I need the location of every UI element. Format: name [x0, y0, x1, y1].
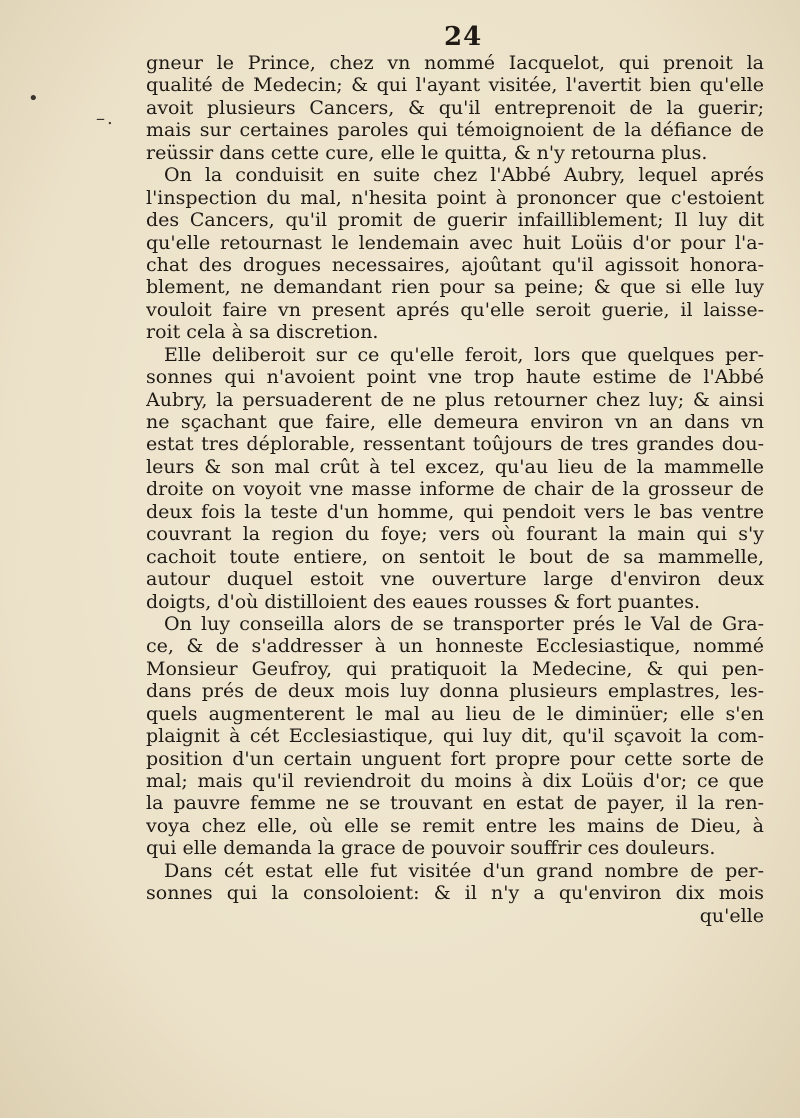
- text-line: sonnes qui la consoloient: & il n'y a qu'environ dix mois: [146, 882, 764, 905]
- text-line: Dans cét estat elle fut visitée d'un grand nombre de per-: [164, 859, 764, 882]
- text-line: mal; mais qu'il reviendroit du moins à dix Loüis d'or; ce que: [146, 770, 764, 792]
- body-text: [146, 52, 764, 927]
- text-line: vouloit faire vn present aprés qu'elle seroit guerie, il laisse-: [146, 298, 764, 321]
- text-line: On luy conseilla alors de se transporter prés le Val de Gra-: [164, 612, 764, 635]
- text-line: deux fois la teste d'un homme, qui pendoit vers le bas ventre: [146, 500, 764, 523]
- text-line: la pauvre femme ne se trouvant en estat de payer, il la ren-: [146, 792, 764, 815]
- page-number: 24: [444, 22, 483, 52]
- text-line: Elle deliberoit sur ce qu'elle feroit, lors que quelques per-: [164, 343, 764, 366]
- text-line: autour duquel estoit vne ouverture large d'environ deux: [146, 568, 764, 591]
- text-line: doigts, d'où distilloient des eaues rousses & fort puantes.: [146, 590, 701, 613]
- text-line: blement, ne demandant rien pour sa peine; & que si elle luy: [146, 276, 764, 299]
- text-line: reüssir dans cette cure, elle le quitta, & n'y retourna plus.: [146, 141, 708, 164]
- text-line: cachoit toute entiere, on sentoit le bout de sa mammelle,: [146, 545, 764, 568]
- text-line: Monsieur Geufroy, qui pratiquoit la Medecine, & qui pen-: [146, 657, 764, 680]
- text-line: qui elle demanda la grace de pouvoir souffrir ces douleurs.: [146, 837, 716, 860]
- text-line: ce, & de s'addresser à un honneste Ecclesiastique, nommé: [146, 635, 764, 658]
- text-line: dans prés de deux mois luy donna plusieurs emplastres, les-: [146, 680, 764, 703]
- text-line: On la conduisit en suite chez l'Abbé Aubry, lequel aprés: [164, 164, 764, 187]
- text-line: couvrant la region du foye; vers où fourant la main qui s'y: [146, 523, 764, 546]
- text-line: estat tres déplorable, ressentant toûjours de tres grandes dou-: [146, 433, 764, 456]
- text-line: position d'un certain unguent fort propre pour cette sorte de: [146, 747, 764, 770]
- text-line: leurs & son mal crût à tel excez, qu'au lieu de la mammelle: [146, 455, 764, 478]
- text-line: avoit plusieurs Cancers, & qu'il entreprenoit de la guerir;: [146, 96, 764, 119]
- margin-mark: •: [28, 88, 39, 109]
- text-line: quels augmenterent le mal au lieu de le diminüer; elle s'en: [146, 702, 764, 725]
- text-line: des Cancers, qu'il promit de guerir infailliblement; Il luy dit: [146, 209, 764, 232]
- text-line: ne sçachant que faire, elle demeura environ vn an dans vn: [146, 411, 764, 433]
- text-line: sonnes qui n'avoient point vne trop haute estime de l'Abbé: [146, 366, 764, 389]
- text-line: droite on voyoit vne masse informe de chair de la grosseur de: [146, 478, 764, 501]
- catchword: qu'elle: [699, 904, 764, 927]
- text-line: l'inspection du mal, n'hesita point à prononcer que c'estoient: [146, 186, 764, 209]
- text-line: mais sur certaines paroles qui témoignoient de la défiance de: [146, 119, 764, 142]
- text-line: voya chez elle, où elle se remit entre les mains de Dieu, à: [146, 814, 764, 837]
- text-line: Aubry, la persuaderent de ne plus retourner chez luy; & ainsi: [146, 388, 764, 411]
- text-line: roit cela à sa discretion.: [146, 321, 379, 344]
- text-line: gneur le Prince, chez vn nommé Iacquelot, qui prenoit la: [146, 52, 764, 74]
- margin-mark: –.: [96, 108, 115, 129]
- text-line: qu'elle retournast le lendemain avec huit Loüis d'or pour l'a-: [146, 231, 764, 254]
- text-line: chat des drogues necessaires, ajoûtant qu'il agissoit honora-: [146, 253, 764, 276]
- text-line: qualité de Medecin; & qui l'ayant visitée, l'avertit bien qu'elle: [146, 74, 764, 97]
- text-line: plaignit à cét Ecclesiastique, qui luy dit, qu'il sçavoit la com-: [146, 725, 764, 748]
